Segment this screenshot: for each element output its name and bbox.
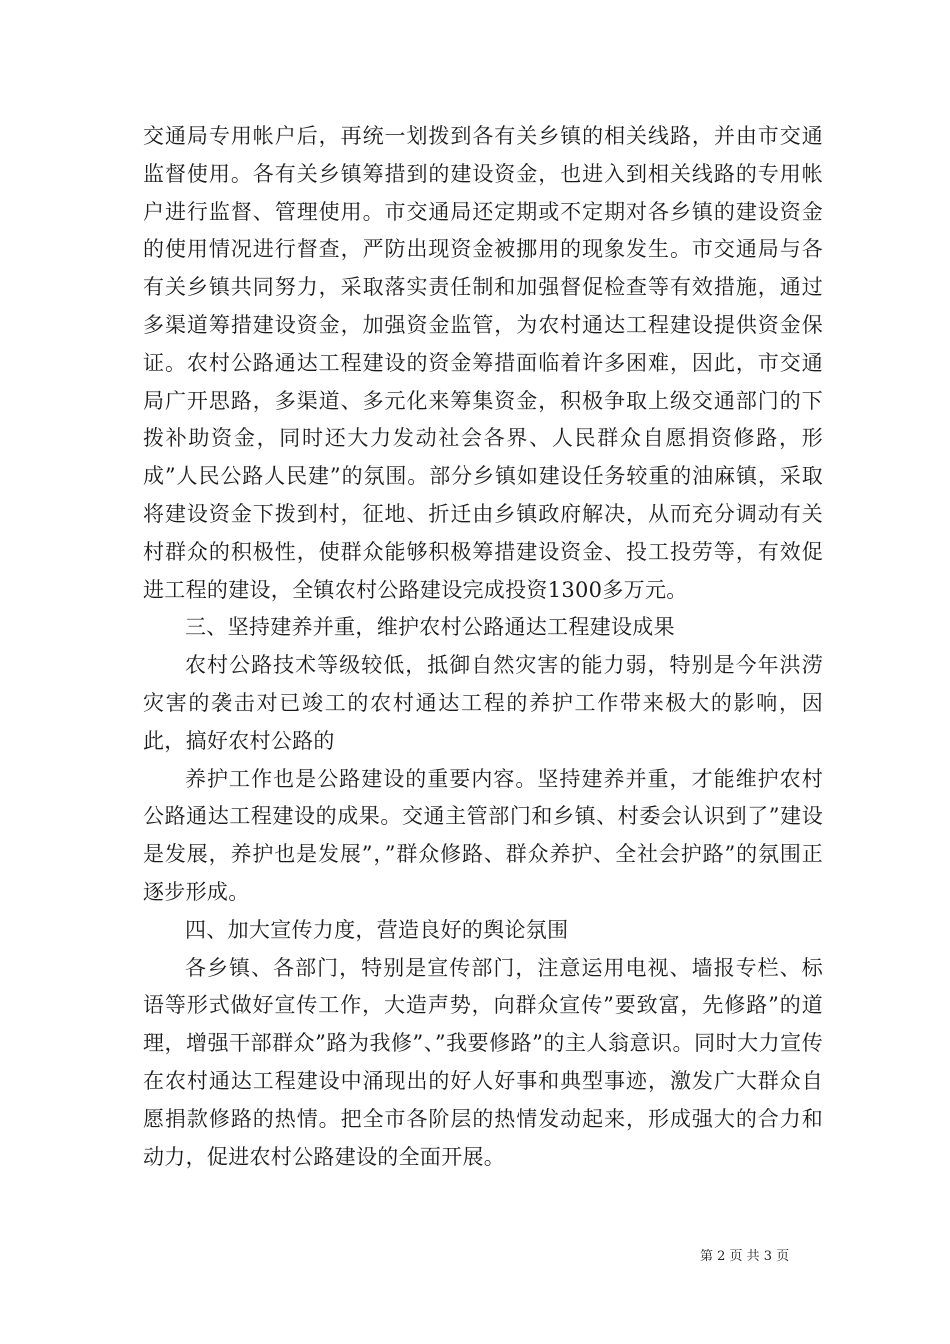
paragraph-maintenance-intro: 农村公路技术等级较低，抵御自然灾害的能力弱，特别是今年洪涝灾害的袭击对已竣工的农村通达工程的养护工作带来极大的影响，因此，搞好农村公路的 <box>143 653 823 753</box>
section-heading-3: 三、坚持建养并重，维护农村公路通达工程建设成果 <box>185 615 675 640</box>
paragraph-maintenance: 养护工作也是公路建设的重要内容。坚持建养并重，才能维护农村公路通达工程建设的成果。交通主管部门和乡镇、村委会认识到了”建设是发展，养护也是发展”，”群众修路、群众养护、全社会护路”的氛围正逐步形成。 <box>143 766 823 904</box>
page-number: 第 2 页 共 3 页 <box>700 1249 790 1264</box>
section-heading-4: 四、加大宣传力度，营造良好的舆论氛围 <box>185 917 569 942</box>
document-body <box>143 118 823 1176</box>
paragraph-publicity: 各乡镇、各部门，特别是宣传部门，注意运用电视、墙报专栏、标语等形式做好宣传工作，大造声势，向群众宣传”要致富，先修路”的道理，增强干部群众”路为我修”、”我要修路”的主人翁意识。同时大力宣传在农村通达工程建设中涌现出的好人好事和典型事迹，激发广大群众自愿捐款修路的热情。把全市各阶层的热情发动起来，形成强大的合力和动力，促进农村公路建设的全面开展。 <box>143 955 823 1169</box>
paragraph-funding: 交通局专用帐户后，再统一划拨到各有关乡镇的相关线路，并由市交通监督使用。各有关乡镇筹措到的建设资金，也进入到相关线路的专用帐户进行监督、管理使用。市交通局还定期或不定期对各乡镇的建设资金的使用情况进行督查，严防出现资金被挪用的现象发生。市交通局与各有关乡镇共同努力，采取落实责任制和加强督促检查等有效措施，通过多渠道筹措建设资金，加强资金监管，为农村通达工程建设提供资金保证。农村公路通达工程建设的资金筹措面临着许多困难，因此，市交通局广开思路，多渠道、多元化来筹集资金，积极争取上级交通部门的下拨补助资金，同时还大力发动社会各界、人民群众自愿捐资修路，形成”人民公路人民建”的氛围。部分乡镇如建设任务较重的油麻镇，采取将建设资金下拨到村，征地、折迁由乡镇政府解决，从而充分调动有关村群众的积极性，使群众能够积极筹措建设资金、投工投劳等，有效促进工程的建设，全镇农村公路建设完成投资1300多万元。 <box>143 124 823 602</box>
